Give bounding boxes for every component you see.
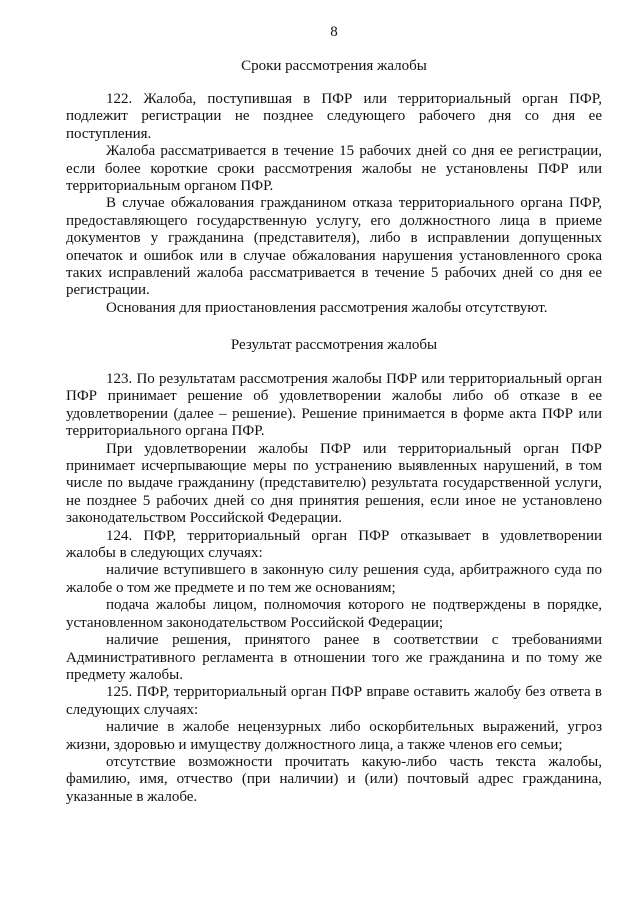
paragraph: наличие в жалобе нецензурных либо оскорбительных выражений, угроз жизни, здоровью и имуществу должностного лица, а также членов его семьи; <box>66 719 602 753</box>
paragraph: В случае обжалования гражданином отказа территориального органа ПФР, предоставляющего государственную услугу, его должностного лица в приеме документов у гражданина (представителя), либо в исправлении допущенных опечаток и ошибок или в случае обжалования нарушения установленного срока таких исправлений жалоба рассматривается в течение 5 рабочих дней со дня ее регистрации. <box>66 195 602 299</box>
page-number: 8 <box>330 24 338 40</box>
paragraph: 123. По результатам рассмотрения жалобы ПФР или территориальный орган ПФР принимает решение об удовлетворении жалобы либо об отказе в ее удовлетворении (далее – решение). Решение принимается в форме акта ПФР или территориального органа ПФР. <box>66 371 602 440</box>
section-body-review-terms <box>66 91 602 317</box>
section-body-review-result <box>66 371 602 806</box>
paragraph: наличие решения, принятого ранее в соответствии с требованиями Административного регламента в отношении того же гражданина и по тому же предмету жалобы. <box>66 632 602 683</box>
paragraph: наличие вступившего в законную силу решения суда, арбитражного суда по жалобе о том же предмете и по тем же основаниям; <box>66 562 602 596</box>
paragraph: 124. ПФР, территориальный орган ПФР отказывает в удовлетворении жалобы в следующих случаях: <box>66 527 602 562</box>
paragraph: Основания для приостановления рассмотрения жалобы отсутствуют. <box>106 299 548 316</box>
paragraph: При удовлетворении жалобы ПФР или территориальный орган ПФР принимает исчерпывающие меры по устранению выявленных нарушений, в том числе по выдаче гражданину (представителю) результата государственной услуги, не позднее 5 рабочих дней со дня принятия решения, если иное не установлено законодательством Российской Федерации. <box>66 440 602 527</box>
section-heading-review-result: Результат рассмотрения жалобы <box>230 337 438 353</box>
paragraph: 125. ПФР, территориальный орган ПФР вправе оставить жалобу без ответа в следующих случаях: <box>66 684 602 718</box>
paragraph: отсутствие возможности прочитать какую-либо часть текста жалобы, фамилию, имя, отчество (при наличии) и (или) почтовый адрес гражданина, указанные в жалобе. <box>66 753 602 805</box>
paragraph: 122. Жалоба, поступившая в ПФР или территориальный орган ПФР, подлежит регистрации не позднее следующего рабочего дня со дня ее поступления. <box>66 91 602 142</box>
section-heading-review-terms: Сроки рассмотрения жалобы <box>241 58 427 74</box>
paragraph: Жалоба рассматривается в течение 15 рабочих дней со дня ее регистрации, если более короткие сроки рассмотрения жалобы не установлены ПФР или территориальным органом ПФР. <box>66 143 602 195</box>
paragraph: подача жалобы лицом, полномочия которого не подтверждены в порядке, установленном законодательством Российской Федерации; <box>66 597 602 631</box>
document-page <box>66 0 602 905</box>
